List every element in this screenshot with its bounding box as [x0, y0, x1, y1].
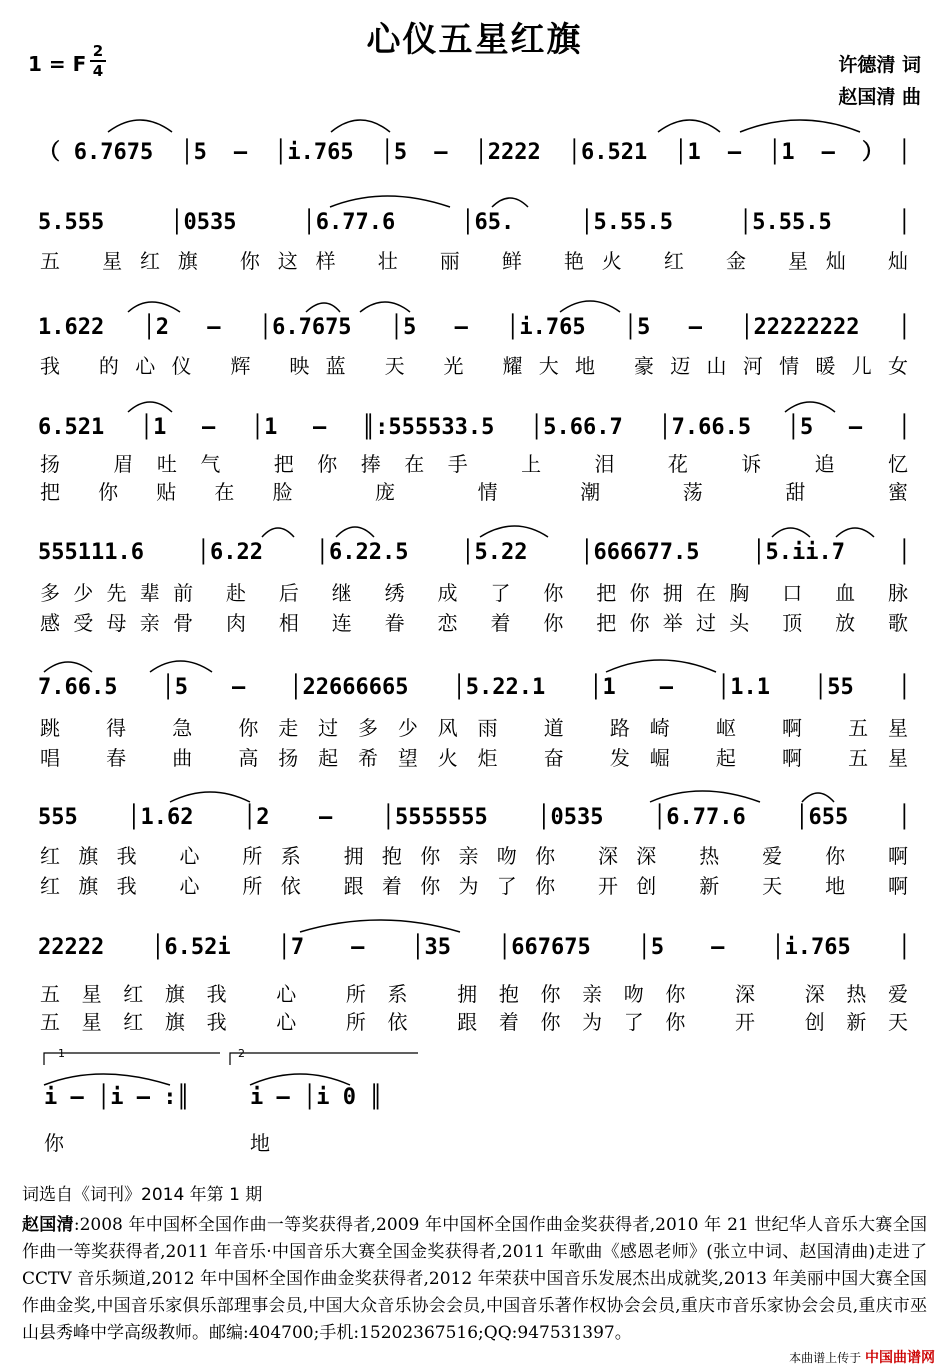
score-row-8 [0, 920, 949, 1034]
notation-line: 5.555 │0535 │6.77.6 │65. │5.55.5 │5.55.5 │ [38, 210, 911, 235]
composer-bio [22, 1212, 927, 1347]
lyrics-verse-2: 红旗我 心 所依 跟着你为了你 开创 新 天 地 啊 [40, 874, 909, 898]
notation-line: 1.622 │2 – │6.7675 │5 – │i.765 │5 – │22222222 │ [38, 315, 911, 340]
lyrics-verse-2: 五星红旗我 心 所依 跟着你为了你 开 创新天 [40, 1010, 909, 1034]
footer-text: 本曲谱上传于 [789, 1351, 862, 1365]
notation-line: 6.521 │1 – │1 – ║:555533.5 │5.66.7 │7.66.5 │5 – │ [38, 415, 911, 440]
time-signature [90, 42, 106, 80]
composer: 赵国清 曲 [838, 86, 921, 108]
lyrics-verse-1: 五星红旗我 心 所系 拥抱你亲吻你 深 深热爱 [40, 982, 909, 1006]
lyrics-verse-2: 把你贴在脸 庞 情 潮 荡 甜 蜜 [40, 480, 909, 504]
site-logo: 中国曲谱网 [865, 1350, 935, 1366]
notation-line: （6.7675 │5 – │i.765 │5 – │2222 │6.521 │1 – │1 – ）│ [38, 140, 911, 165]
score-row-6 [0, 660, 949, 770]
lyrics-verse-2: 感受母亲骨 肉 相 连 眷 恋 着 你 把你举过头 顶 放 歌 [40, 611, 909, 635]
ending-1-notes: i – │i – :║ [44, 1085, 190, 1110]
notation-line: 22222 │6.52i │7 – │35 │667675 │5 – │i.765 │ [38, 935, 911, 960]
notation-line: 555111.6 │6.22 │6.22.5 │5.22 │666677.5 │5.ii.7 │ [38, 540, 911, 565]
lyrics-verse-1: 红旗我 心 所系 拥抱你亲吻你 深深 热 爱 你 啊 [40, 844, 909, 868]
upload-footer [789, 1347, 935, 1367]
bio-name: 赵国清 [22, 1215, 74, 1235]
lyrics-verse-2: 唱 春 曲 高扬起希望火炬 奋 发崛 起 啊 五星 [40, 746, 909, 770]
ending-1-lyric: 你 [44, 1131, 64, 1155]
lyricist: 许德清 词 [838, 54, 921, 76]
volta-ending [0, 1045, 949, 1160]
lyrics-verse-1: 五 星红旗 你这样 壮 丽 鲜 艳火 红 金 星灿 灿 [40, 249, 909, 273]
bio-text: :2008 年中国杯全国作曲一等奖获得者,2009 年中国杯全国作曲金奖获得者,2010 年 21 世纪华人音乐大赛全国作曲一等奖获得者,2011 年音乐·中国音乐大赛全国金奖获得者,2011 年歌曲《感恩老师》(张立中词、赵国清曲)走进了 CCTV 音乐频道,2012 年中国杯全国作曲金奖获得者,2012 年荣获中国音乐发展杰出成就奖,2013 年美丽中国大赛全国作曲金奖,中国音乐家俱乐部理事会员,中国大众音乐协会会员,中国音乐著作权协会会员,重庆市音乐家协会会员,重庆市巫山县秀峰中学高级教师。邮编:404700;手机:15202367516;QQ:947531397。 [22, 1215, 927, 1343]
score-row-4 [0, 400, 949, 504]
ending-2-notes: i – │i 0 ║ [250, 1085, 383, 1110]
lyrics-verse-1: 多少先辈前 赴 后 继 绣 成 了 你 把你拥在胸 口 血 脉 [40, 581, 909, 605]
time-sig-bottom: 4 [92, 62, 104, 80]
time-sig-top: 2 [92, 42, 104, 60]
score-row-2 [0, 195, 949, 285]
notation-line: 555 │1.62 │2 – │5555555 │0535 │6.77.6 │655 │ [38, 805, 911, 830]
ending-2-lyric: 地 [250, 1131, 270, 1155]
song-title: 心仪五星红旗 [366, 20, 583, 60]
score-row-3 [0, 300, 949, 390]
volta-1-label: 1 [58, 1047, 65, 1060]
key-signature: 1 = F [28, 52, 87, 76]
lyrics-verse-1: 扬 眉吐气 把你捧在手 上 泪 花 诉 追 忆 [40, 452, 909, 476]
lyrics-verse-1: 跳 得 急 你走过多少风雨 道 路崎 岖 啊 五星 [40, 716, 909, 740]
notation-line: 7.66.5 │5 – │22666665 │5.22.1 │1 – │1.1 │55 │ [38, 675, 911, 700]
score-row-7 [0, 790, 949, 898]
lyrics-verse-1: 我 的心仪 辉 映蓝 天 光 耀大地 豪迈山河情暖儿女 [40, 354, 909, 378]
volta-2-label: 2 [238, 1047, 245, 1060]
score-row-5 [0, 525, 949, 635]
lyrics-source-note: 词选自《词刊》2014 年第 1 期 [22, 1185, 263, 1205]
